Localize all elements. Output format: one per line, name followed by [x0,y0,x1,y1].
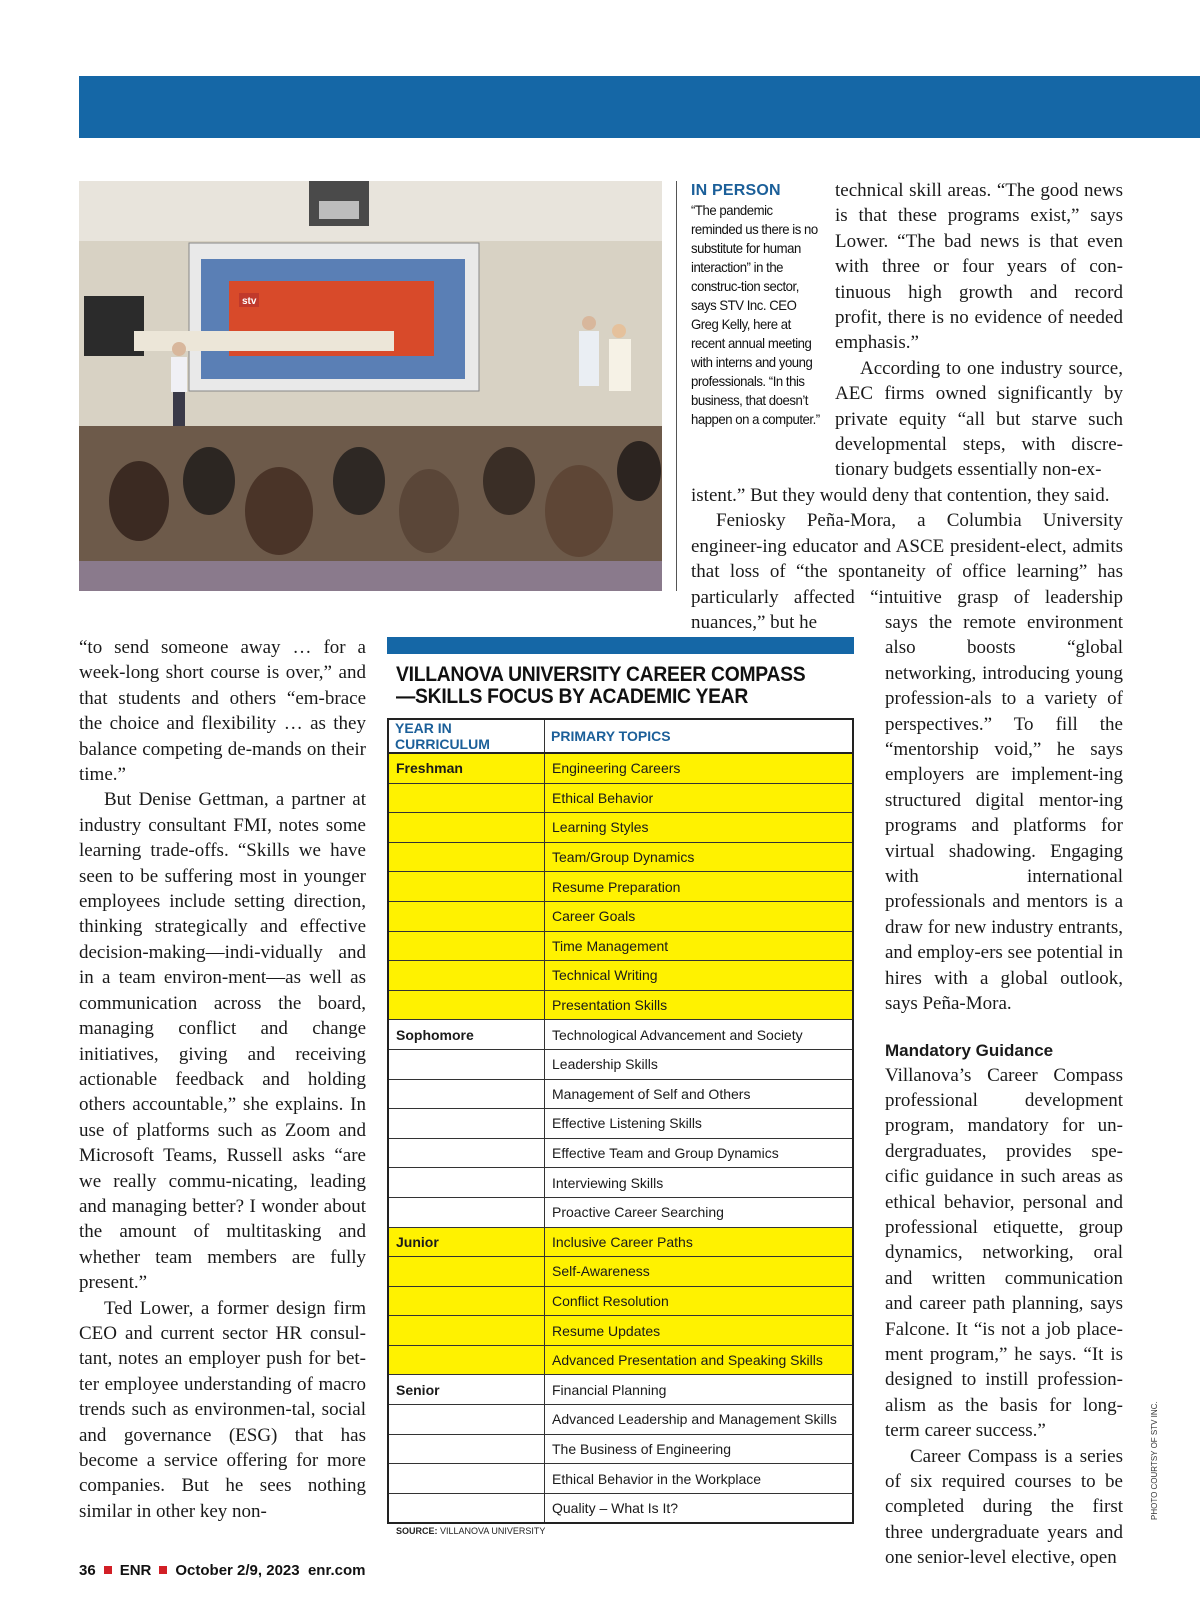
table-row [388,1375,853,1405]
paragraph: says the remote environment also boosts “global networking, introducing young profession-als to a variety of perspectives.” To fill the “mentorship void,” he says employers are implement-ing structured digital mentor-ing programs and platforms for virtual shadowing. Engaging with international professionals and mentors is a draw for new industry entrants, and employ-ers see potential in hires with a global outlook, says Peña-Mora. [885,612,1123,1015]
source-text: VILLANOVA UNIVERSITY [440,1526,546,1536]
topic-cell: The Business of Engineering [545,1434,854,1464]
table-row [388,1197,853,1227]
red-square-icon [159,1566,167,1574]
photo-caption [691,181,821,429]
table-header-row [388,719,853,753]
sidebar-title: VILLANOVA UNIVERSITY CAREER COMPASS—SKILLS FOCUS BY ACADEMIC YEAR [396,663,806,708]
caption-text: “The pandemic reminded us there is no substitute for human interaction” in the construc-tion sector, says STV Inc. CEO Greg Kelly, here at recent annual meeting with interns and young professionals. “In this business, that doesn’t happen on a computer.” [691,202,820,427]
page-number: 36 [79,1562,96,1579]
topic-cell: Conflict Resolution [545,1286,854,1316]
year-cell [388,1257,545,1287]
paragraph: Career Compass is a series of six required courses to be completed during the first three undergraduate years and one senior-level elective, open [885,1445,1123,1569]
table-row [388,901,853,931]
table-row [388,1227,853,1257]
topic-cell: Technological Advancement and Society [545,1020,854,1050]
year-cell [388,1316,545,1346]
event-photo-illustration [79,181,662,591]
topic-cell: Presentation Skills [545,990,854,1020]
year-cell [388,1109,545,1139]
year-cell [388,1286,545,1316]
table-row [388,1138,853,1168]
year-cell: Junior [388,1227,545,1257]
year-cell [388,1197,545,1227]
year-cell [388,842,545,872]
topic-cell: Technical Writing [545,961,854,991]
caption-kicker: IN PERSON [691,182,781,199]
red-square-icon [104,1566,112,1574]
year-cell: Freshman [388,753,545,783]
table-row [388,1020,853,1050]
caption-rule [676,181,677,591]
paragraph: istent.” But they would deny that contention, they said. [691,485,1110,506]
topic-cell: Learning Styles [545,813,854,843]
topic-cell: Ethical Behavior [545,783,854,813]
table-row [388,1493,853,1523]
topic-cell: Financial Planning [545,1375,854,1405]
topic-cell: Interviewing Skills [545,1168,854,1198]
year-cell [388,1168,545,1198]
table-row [388,1316,853,1346]
year-cell [388,1049,545,1079]
sidebar-source [396,1526,545,1536]
topic-cell: Team/Group Dynamics [545,842,854,872]
topic-cell: Self-Awareness [545,1257,854,1287]
paragraph: But Denise Gettman, a partner at industry consultant FMI, notes some learning trade-offs. “Skills we have seen to be suffering most in younger employees include setting direction, thinking strategically and effective decision-making—indi-vidually and in a team environ-ment—as well as communication across the board, managing conflict and change initiatives, giving and receiving actionable feedback and holding others accountable,” she explains. In use of platforms such as Zoom and Microsoft Teams, Russell asks “are we really commu-nicating, leading and managing better? I wonder about the amount of multitasking and whether team members are fully present.” [79,789,366,1294]
year-cell [388,1493,545,1523]
year-cell [388,1405,545,1435]
year-cell: Sophomore [388,1020,545,1050]
table-body [388,753,853,1523]
topic-cell: Resume Preparation [545,872,854,902]
topic-cell: Advanced Leadership and Management Skills [545,1405,854,1435]
table-row [388,1257,853,1287]
year-cell [388,901,545,931]
table-row [388,1434,853,1464]
topic-cell: Proactive Career Searching [545,1197,854,1227]
column-left [79,635,366,1524]
year-cell [388,1434,545,1464]
table-row [388,961,853,991]
topic-cell: Leadership Skills [545,1049,854,1079]
table-row [388,1168,853,1198]
table-row [388,1405,853,1435]
topic-cell: Advanced Presentation and Speaking Skills [545,1345,854,1375]
topic-cell: Time Management [545,931,854,961]
paragraph: “to send someone away … for a week-long short course is over,” and that students and others “em-brace the choice and flexibility … as they balance competing de-mands on their time.” [79,637,366,786]
header-banner [79,76,1200,138]
photo-credit: PHOTO COURTSY OF STV INC. [1150,1401,1159,1520]
section-subhead: Mandatory Guidance [885,1040,1054,1060]
table-row [388,1049,853,1079]
career-compass-table [387,718,854,1524]
column-right-lower [885,610,1123,1571]
table-row [388,1286,853,1316]
table-row [388,813,853,843]
year-cell [388,1345,545,1375]
table-row [388,1079,853,1109]
table-row [388,1109,853,1139]
paragraph: Ted Lower, a former design firm CEO and current sector HR consul-tant, notes an employer push for bet-ter employee understanding of macro trends such as environmen-tal, social and governance (ESG) that has become a service offering for more companies. But he sees nothing similar in other key non- [79,1297,366,1522]
year-cell [388,783,545,813]
topic-cell: Effective Listening Skills [545,1109,854,1139]
issue-date: October 2/9, 2023 [175,1562,300,1579]
paragraph: According to one industry source, AEC firms owned significantly by private equity “all but starve such developmental steps, with discre-tionary budgets essentially non-ex- [835,357,1123,481]
year-cell [388,1079,545,1109]
table-row [388,872,853,902]
year-cell [388,961,545,991]
topic-cell: Ethical Behavior in the Workplace [545,1464,854,1494]
table-row [388,990,853,1020]
year-cell [388,931,545,961]
year-cell [388,813,545,843]
column-header-year: YEAR IN CURRICULUM [388,719,545,753]
magazine-name: ENR [119,1562,152,1579]
topic-cell: Career Goals [545,901,854,931]
table-row [388,1464,853,1494]
topic-cell: Inclusive Career Paths [545,1227,854,1257]
column-header-topics: PRIMARY TOPICS [545,719,854,753]
event-photo [79,181,662,591]
table-row [388,931,853,961]
year-cell [388,1138,545,1168]
paragraph: Feniosky Peña-Mora, a Columbia University engineer-ing educator and ASCE president-elect, admits that loss of “the spontaneity of office learning” has particularly affected “intuitive grasp of leadership nuances,” but he [691,510,1123,634]
table-row [388,1345,853,1375]
table-row [388,753,853,783]
topic-cell: Engineering Careers [545,753,854,783]
year-cell [388,1464,545,1494]
source-label: SOURCE: [396,1526,438,1536]
year-cell: Senior [388,1375,545,1405]
paragraph: Villanova’s Career Compass professional development program, mandatory for un-dergraduates, provides spe-cific guidance in such areas as ethical behavior, personal and professional etiquette, group dynamics, networking, oral and written communication and career path planning, says Falcone. It “is not a job place-ment program,” he says. “It is designed to instill profession-alism as the basis for long-term career success.” [885,1064,1123,1442]
year-cell [388,872,545,902]
topic-cell: Resume Updates [545,1316,854,1346]
topic-cell: Effective Team and Group Dynamics [545,1138,854,1168]
year-cell [388,990,545,1020]
sidebar-bar [387,637,854,654]
paragraph: technical skill areas. “The good news is that these programs exist,” says Lower. “The bad news is that even with three or four years of con-tinuous high growth and record profit, there is no evidence of needed emphasis.” [835,180,1123,354]
site-url: enr.com [307,1562,366,1579]
page-footer [79,1562,365,1579]
topic-cell: Quality – What Is It? [545,1493,854,1523]
table-row [388,783,853,813]
topic-cell: Management of Self and Others [545,1079,854,1109]
column-right-top [835,178,1123,483]
screen-logo: stv [242,296,257,307]
table-row [388,842,853,872]
